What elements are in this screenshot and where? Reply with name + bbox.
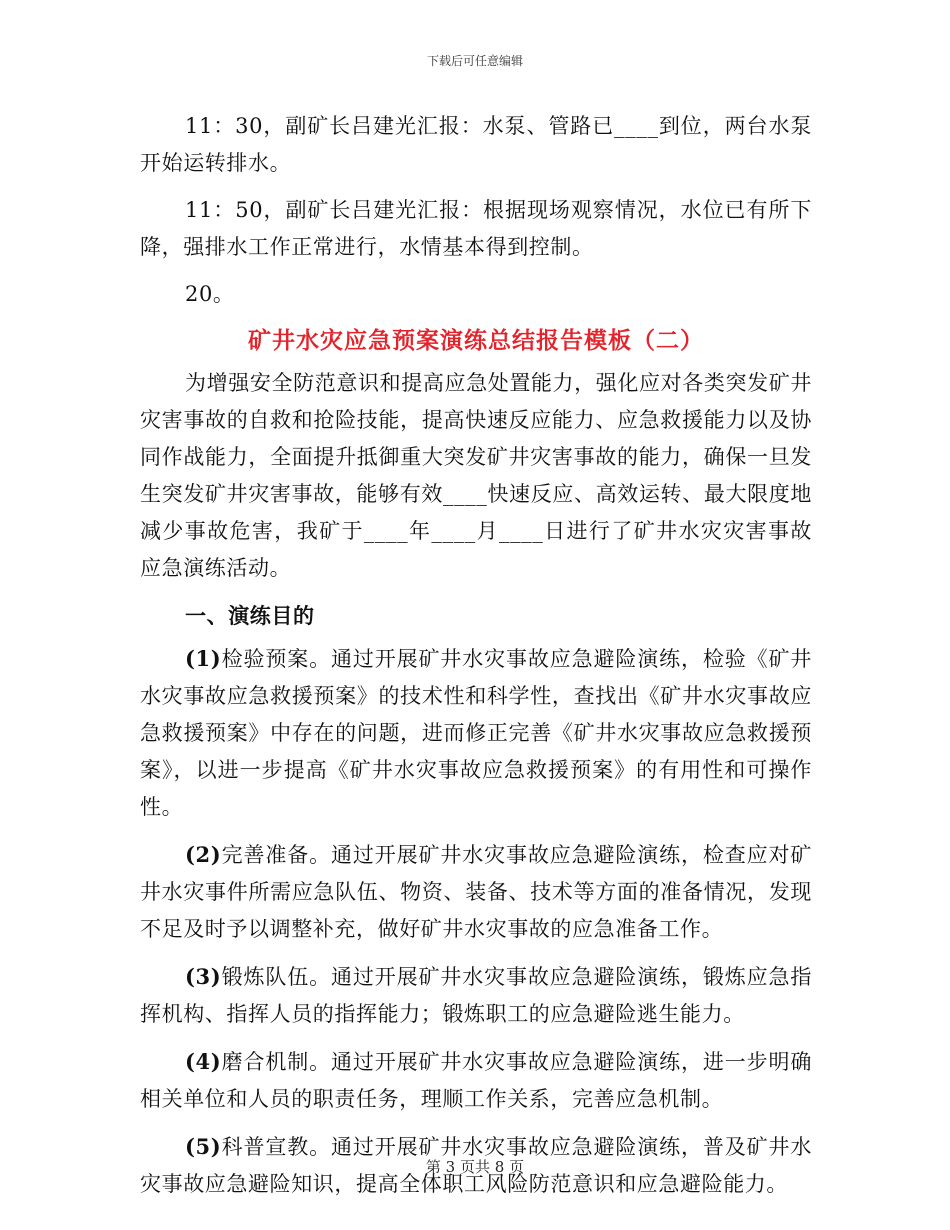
- list-item: [140, 836, 812, 948]
- item-text: 科普宣教。通过开展矿井水灾事故应急避险演练，普及矿井水灾事故应急避险知识，提高全体职工风险防范意识和应急避险能力。: [140, 1135, 812, 1196]
- item-number: (2): [185, 842, 222, 867]
- item-text: 检验预案。通过开展矿井水灾事故应急避险演练，检验《矿井水灾事故应急救援预案》的技术性和科学性，查找出《矿井水灾事故应急救援预案》中存在的问题，进而修正完善《矿井水灾事故应急救援预案》，以进一步提高《矿井水灾事故应急救援预案》的有用性和可操作性。: [140, 647, 812, 819]
- list-item: [140, 1043, 812, 1118]
- item-text: 磨合机制。通过开展矿井水灾事故应急避险演练，进一步明确相关单位和人员的职责任务，理顺工作关系，完善应急机制。: [140, 1050, 812, 1111]
- item-number: (3): [185, 964, 222, 989]
- document-title: 矿井水灾应急预案演练总结报告模板（二）: [248, 327, 704, 354]
- item-text: 锻炼队伍。通过开展矿井水灾事故应急避险演练，锻炼应急指挥机构、指挥人员的指挥能力；锻炼职工的应急避险逃生能力。: [140, 965, 812, 1026]
- item-number: (1): [185, 646, 222, 671]
- paragraph-fragment: 20。: [185, 282, 235, 306]
- paragraph-report-1130: 11：30，副矿长吕建光汇报：水泵、管路已____到位，两台水泵开始运转排水。: [140, 114, 812, 175]
- document-body: [140, 108, 812, 1213]
- list-item: [140, 640, 812, 826]
- section-heading-purpose: 一、演练目的: [185, 603, 315, 628]
- item-number: (4): [185, 1049, 222, 1074]
- page-footer: 第 3 页共 8 页: [425, 1158, 525, 1176]
- paragraph-report-1150: 11：50，副矿长吕建光汇报：根据现场观察情况，水位已有所下降，强排水工作正常进行，水情基本得到控制。: [140, 198, 812, 259]
- item-text: 完善准备。通过开展矿井水灾事故应急避险演练，检查应对矿井水灾事件所需应急队伍、物资、装备、技术等方面的准备情况，发现不足及时予以调整补充，做好矿井水灾事故的应急准备工作。: [140, 843, 812, 941]
- page-header: 下载后可任意编辑: [426, 54, 523, 68]
- intro-paragraph: 为增强安全防范意识和提高应急处置能力，强化应对各类突发矿井灾害事故的自救和抢险技能，提高快速反应能力、应急救援能力以及协同作战能力，全面提升抵御重大突发矿井灾害事故的能力，确保一旦发生突发矿井灾害事故，能够有效____快速反应、高效运转、最大限度地减少事故危害，我矿于____年____月____日进行了矿井水灾灾害事故应急演练活动。: [140, 371, 812, 580]
- item-number: (5): [185, 1134, 222, 1159]
- list-item: [140, 958, 812, 1033]
